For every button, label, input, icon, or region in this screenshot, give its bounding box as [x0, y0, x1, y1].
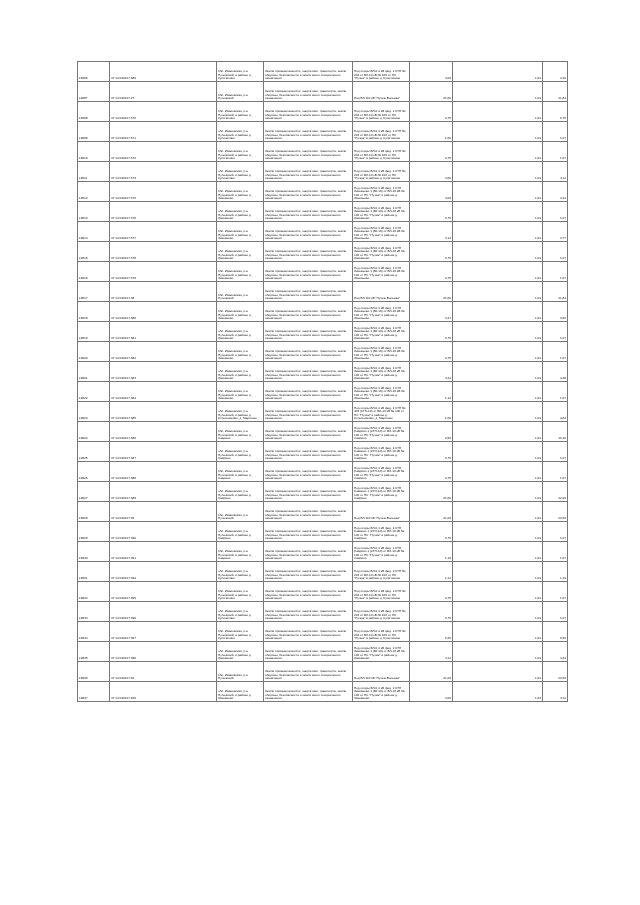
cell-area: 0,75	[410, 602, 453, 622]
cell-area: 3,47	[410, 302, 453, 322]
cell-no: 19627	[78, 482, 110, 502]
cell-category: Земли промышленности, энергетики, транспорта, земли обороны, безопасности и земли иного специального назначения	[264, 562, 353, 582]
cell-no: 19620	[78, 342, 110, 362]
cell-category: Земли промышленности, энергетики, транспорта, земли обороны, безопасности и земли иного специального назначения	[264, 222, 353, 242]
cell-value: 1,19	[543, 562, 568, 582]
cell-area: 0,75	[410, 522, 453, 542]
cell-object: Под опоры ВЛ-0,4 кВ фид. 2 КТП № 203 от ВЛ-10 кВ № 100 от ПС "Пучеж" в районе д. Куличихино	[353, 582, 410, 602]
cell-object: Под опоры ВЛ-0,4 кВ фид. 2 КТП Зиновьево 1 (80-10) от ВЛ-10 кВ № 100 от ПС "Пучеж" в районе д. Зиновьево	[353, 642, 410, 662]
cell-rate: 1,04	[453, 242, 543, 262]
cell-address: обл. Ивановская, р-н Пучежский, в районе д. Саврино	[217, 542, 264, 562]
cell-cadastral: 37:14:040417:396	[110, 602, 217, 622]
cell-object: Под опоры ВЛ-0,4 кВ фид. 1 КТП Саврино 1 (КТП-10) от ВЛ-10 кВ № 100 от ПС "Пучеж" в районе д. Саврино	[353, 462, 410, 482]
cell-no: 19637	[78, 682, 110, 702]
cell-category: Земли промышленности, энергетики, транспорта, земли обороны, безопасности и земли иного специального назначения	[264, 62, 353, 82]
cell-area: 0,75	[410, 262, 453, 282]
cell-cadastral: 37:14:040417:394	[110, 562, 217, 582]
table-row	[78, 482, 568, 502]
table-row	[78, 342, 568, 362]
table-row	[78, 222, 568, 242]
cell-area: 0,75	[410, 142, 453, 162]
cell-value: 1,07	[543, 202, 568, 222]
cell-rate: 1,04	[453, 582, 543, 602]
cell-cadastral: 37:14:040417:387	[110, 442, 217, 462]
cell-object: Под опоры ВЛ-0,4 кВ фид. 1 КТП № 203 от ВЛ-10 кВ № 100 от ПС "Пучеж" в районе д. Куличихино	[353, 62, 410, 82]
cell-cadastral: 37:14:040417:395	[110, 582, 217, 602]
cell-address: обл. Ивановская, р-н Пучежский, в районе д. Зиновьево	[217, 642, 264, 662]
cell-area: 1,10	[410, 542, 453, 562]
table-body	[78, 62, 568, 702]
cell-cadastral: 37:14:040417:377	[110, 222, 217, 242]
cell-no: 19630	[78, 542, 110, 562]
cell-object: Под опоры ВЛ-0,4 кВ фид. 2 КТП № 203 от ВЛ-10 кВ № 100 от ПС "Пучеж" в районе д. Куличихино	[353, 562, 410, 582]
cell-rate: 1,04	[453, 302, 543, 322]
cell-object: Под опоры ВЛ-0,4 кВ фид. 1 КТП Зиновьево 1 (80-10) от ВЛ-10 кВ № 100 от ПС "Пучеж" в районе д. Зиновьево	[353, 182, 410, 202]
cell-cadastral: 37:14:040417:379	[110, 262, 217, 282]
cell-rate: 1,04	[453, 62, 543, 82]
cell-value: 1,07	[543, 582, 568, 602]
cell-rate: 1,04	[453, 162, 543, 182]
table-row	[78, 422, 568, 442]
cell-value: 1,07	[543, 262, 568, 282]
cell-cadastral: 37:14:040417:397	[110, 622, 217, 642]
cell-rate: 1,04	[453, 422, 543, 442]
cell-rate: 1,04	[453, 442, 543, 462]
cell-no: 19613	[78, 202, 110, 222]
cell-value: 0,78	[543, 102, 568, 122]
cell-rate: 1,04	[453, 682, 543, 702]
cell-no: 19612	[78, 182, 110, 202]
cell-cadastral: 37:14:040417:388	[110, 462, 217, 482]
cell-category: Земли промышленности, энергетики, транспорта, земли обороны, безопасности и земли иного специального назначения	[264, 682, 353, 702]
cell-area: 3,24	[410, 362, 453, 382]
table-row	[78, 282, 568, 302]
cell-rate: 1,04	[453, 602, 543, 622]
cell-address: обл. Ивановская, р-н Пучежский, в районе д. Зиновьево	[217, 382, 264, 402]
cell-object: Под опоры ВЛ-0,4 кВ фид. 1 КТП Саврино 1 (КТП-10) от ВЛ-10 кВ № 100 от ПС "Пучеж" в районе д. Саврино	[353, 442, 410, 462]
cell-cadastral: 37:14:040417:376	[110, 202, 217, 222]
table-row	[78, 242, 568, 262]
cell-rate: 1,04	[453, 622, 543, 642]
cell-category: Земли промышленности, энергетики, транспорта, земли обороны, безопасности и земли иного специального назначения	[264, 282, 353, 302]
cell-rate: 1,04	[453, 642, 543, 662]
cell-category: Земли промышленности, энергетики, транспорта, земли обороны, безопасности и земли иного специального назначения	[264, 662, 353, 682]
cell-value: 1,07	[543, 142, 568, 162]
cell-value: 3,11	[543, 682, 568, 702]
cell-category: Земли промышленности, энергетики, транспорта, земли обороны, безопасности и земли иного специального назначения	[264, 402, 353, 422]
table-row	[78, 102, 568, 122]
cell-category: Земли промышленности, энергетики, транспорта, земли обороны, безопасности и земли иного специального назначения	[264, 502, 353, 522]
cell-category: Земли промышленности, энергетики, транспорта, земли обороны, безопасности и земли иного специального назначения	[264, 602, 353, 622]
cell-no: 19626	[78, 462, 110, 482]
cell-no: 19622	[78, 382, 110, 402]
cell-value: 10,10	[543, 422, 568, 442]
cell-area: 0,75	[410, 462, 453, 482]
cell-cadastral: 37:14:040417:390	[110, 522, 217, 542]
cell-cadastral: 37:14:040417:391	[110, 542, 217, 562]
cell-address: обл. Ивановская, р-н Пучежский	[217, 82, 264, 102]
cell-cadastral: 37:14:040417:382	[110, 342, 217, 362]
cell-object: Под опоры ВЛ-0,4 кВ фид. 1 КТП Зиновьево 1 (80-10) от ВЛ-10 кВ № 100 от ПС "Пучеж" в районе д. Зиновьево	[353, 222, 410, 242]
cell-rate: 1,04	[453, 282, 543, 302]
cell-category: Земли промышленности, энергетики, транспорта, земли обороны, безопасности и земли иного специального назначения	[264, 342, 353, 362]
cell-address: обл. Ивановская, р-н Пучежский	[217, 282, 264, 302]
cell-no: 19624	[78, 422, 110, 442]
cell-address: обл. Ивановская, р-н Пучежский, в районе д. Саврино	[217, 442, 264, 462]
table-row	[78, 522, 568, 542]
cell-value: 22,09	[543, 662, 568, 682]
cell-cadastral: 37:14:040417:386	[110, 422, 217, 442]
cell-address: обл. Ивановская, р-н Пучежский, в районе д. Саврино	[217, 422, 264, 442]
cell-address: обл. Ивановская, р-н Пучежский, в районе д. Саврино	[217, 482, 264, 502]
table-row	[78, 322, 568, 342]
cell-value: 4,44	[543, 182, 568, 202]
cell-no: 19611	[78, 162, 110, 182]
cell-value: 1,07	[543, 242, 568, 262]
cell-object: Под опоры ВЛ-0,4 кВ фид. 1 КТП Зиновьево 1 (80-10) от ВЛ-10 кВ № 100 от ПС "Пучеж" в районе д. Зиновьево	[353, 362, 410, 382]
table-row	[78, 182, 568, 202]
cell-object: Под опоры ВЛ-0,4 кВ фид. 1 КТП № 203 от ВЛ-10 кВ № 100 от ПС "Пучеж" в районе д. Куличихино	[353, 122, 410, 142]
table-row	[78, 602, 568, 622]
cell-rate: 1,04	[453, 382, 543, 402]
cell-value: 22,09	[543, 502, 568, 522]
cell-category: Земли промышленности, энергетики, транспорта, земли обороны, безопасности и земли иного специального назначения	[264, 82, 353, 102]
cell-rate: 1,04	[453, 362, 543, 382]
cell-value: 22,09	[543, 482, 568, 502]
cell-category: Земли промышленности, энергетики, транспорта, земли обороны, безопасности и земли иного специального назначения	[264, 182, 353, 202]
cell-value: 3,77	[543, 222, 568, 242]
cell-value: 4,48	[543, 362, 568, 382]
cell-area: 0,75	[410, 582, 453, 602]
cell-cadastral: 37:14:040417:370	[110, 102, 217, 122]
cell-address: обл. Ивановская, р-н Пучежский, в районе д. Зиновьево	[217, 322, 264, 342]
table-row	[78, 62, 568, 82]
table-row	[78, 162, 568, 182]
table-row	[78, 502, 568, 522]
cell-object: Под опоры ВЛ-0,4 кВ фид. 2 КТП № 203 от ВЛ-10 кВ № 100 от ПС "Пучеж" в районе д. Куличихино	[353, 602, 410, 622]
cell-value: 4,34	[543, 642, 568, 662]
table-row	[78, 542, 568, 562]
cell-value: 4,16	[543, 62, 568, 82]
cell-no: 19635	[78, 642, 110, 662]
cell-cadastral: 37:14:040417:40	[110, 662, 217, 682]
table-row	[78, 562, 568, 582]
cell-object: Под опоры ВЛ-0,4 кВ фид. 2 КТП № 203 от ВЛ-10 кВ № 100 от ПС "Пучеж" в районе д. Куличихино	[353, 622, 410, 642]
cell-no: 19087	[78, 82, 110, 102]
table-row	[78, 122, 568, 142]
cell-category: Земли промышленности, энергетики, транспорта, земли обороны, безопасности и земли иного специального назначения	[264, 482, 353, 502]
cell-value: 21,84	[543, 282, 568, 302]
cell-value: 6,50	[543, 622, 568, 642]
cell-rate: 1,04	[453, 522, 543, 542]
cell-object: Под опоры ВЛ-0,4 кВ фид. 1 КТП № 203 от ВЛ-10 кВ № 100 от ПС "Пучеж" в районе д. Куличихино	[353, 142, 410, 162]
cell-cadastral: 37:14:040417:373	[110, 162, 217, 182]
cell-rate: 1,04	[453, 402, 543, 422]
cell-rate: 1,04	[453, 122, 543, 142]
cell-no: 19086	[78, 62, 110, 82]
cell-object: Под опоры ВЛ-0,4 кВ фид. 1 КТП Зиновьево 1 (80-10) от ВЛ-10 кВ № 100 от ПС "Пучеж" в районе д. Зиновьево	[353, 202, 410, 222]
cell-object: Под ВЛ 110 кВ "Пучеж-Вольная"	[353, 502, 410, 522]
cell-object: Под опоры ВЛ-0,4 кВ фид. 1 КТП Саврино 1 (КТП-10) от ВЛ-10 кВ № 100 от ПС "Пучеж" в районе д. Саврино	[353, 542, 410, 562]
cell-area: 0,75	[410, 202, 453, 222]
cell-cadastral: 37:14:040417:372	[110, 142, 217, 162]
cell-no: 19636	[78, 662, 110, 682]
cell-no: 19619	[78, 322, 110, 342]
cell-area: 0,75	[410, 342, 453, 362]
cell-object: Под опоры ВЛ-0,4 кВ фид. 1 КТП № 203 от ВЛ-10 кВ № 100 от ПС "Пучеж" в районе д. Куличихино	[353, 162, 410, 182]
cell-object: Под опоры ВЛ-0,4 кВ фид. 1 КТП Зиновьево 1 (80-10) от ВЛ-10 кВ № 100 от ПС "Пучеж" в районе д. Зиновьево	[353, 322, 410, 342]
cell-no: 19621	[78, 362, 110, 382]
cell-cadastral: 37:14:040417:38	[110, 282, 217, 302]
cell-no: 19632	[78, 582, 110, 602]
table-row	[78, 262, 568, 282]
cell-value: 1,07	[543, 442, 568, 462]
cell-area: 2,50	[410, 422, 453, 442]
cell-address: обл. Ивановская, р-н Пучежский, в районе д. Куличихино	[217, 562, 264, 582]
cell-area: 1,14	[410, 562, 453, 582]
cell-category: Земли промышленности, энергетики, транспорта, земли обороны, безопасности и земли иного специального назначения	[264, 542, 353, 562]
cell-rate: 1,04	[453, 482, 543, 502]
cell-cadastral: 37:14:040417:389	[110, 482, 217, 502]
cell-no: 19625	[78, 442, 110, 462]
cell-category: Земли промышленности, энергетики, транспорта, земли обороны, безопасности и земли иного специального назначения	[264, 302, 353, 322]
cell-category: Земли промышленности, энергетики, транспорта, земли обороны, безопасности и земли иного специального назначения	[264, 202, 353, 222]
cell-address: обл. Ивановская, р-н Пучежский, в районе д. Зиновьево	[217, 342, 264, 362]
cell-address: обл. Ивановская, р-н Пучежский, в районе д. Зиновьево	[217, 242, 264, 262]
land-register-table	[77, 61, 568, 702]
cell-rate: 1,04	[453, 662, 543, 682]
table-row	[78, 202, 568, 222]
cell-value: 3,11	[543, 162, 568, 182]
cell-category: Земли промышленности, энергетики, транспорта, земли обороны, безопасности и земли иного специального назначения	[264, 322, 353, 342]
cell-address: обл. Ивановская, р-н Пучежский	[217, 502, 264, 522]
cell-cadastral: 37:14:040417:381	[110, 322, 217, 342]
cell-address: обл. Ивановская, р-н Пучежский, в районе д. Саврино	[217, 522, 264, 542]
cell-value: 1,07	[543, 322, 568, 342]
cell-cadastral: 37:14:040417:398	[110, 642, 217, 662]
cell-no: 19617	[78, 282, 110, 302]
cell-no: 19614	[78, 222, 110, 242]
cell-area: 4,14	[410, 642, 453, 662]
cell-object: Под опоры ВЛ-0,4 кВ фид. 1 КТП № 203 от ВЛ-10 кВ № 100 от ПС "Пучеж" в районе д. Куличихино	[353, 102, 410, 122]
cell-area: 0,75	[410, 322, 453, 342]
cell-address: обл. Ивановская, р-н Пучежский	[217, 662, 264, 682]
cell-cadastral: 37:14:040417:380	[110, 302, 217, 322]
register-sheet	[77, 61, 567, 702]
cell-area: 3,14	[410, 222, 453, 242]
cell-area: 21,00	[410, 502, 453, 522]
cell-rate: 1,04	[453, 462, 543, 482]
cell-address: обл. Ивановская, р-н Пучежский, в районе д. Зиновьево	[217, 182, 264, 202]
table-row	[78, 142, 568, 162]
cell-address: обл. Ивановская, р-н Пучежский, в районе д. Куличихино	[217, 582, 264, 602]
cell-rate: 1,04	[453, 82, 543, 102]
table-row	[78, 402, 568, 422]
cell-area: 1,00	[410, 122, 453, 142]
cell-address: обл. Ивановская, р-н Пучежский, в районе д. Зиновьево	[217, 362, 264, 382]
cell-value: 1,07	[543, 542, 568, 562]
cell-cadastral: 37:14:040417:27	[110, 82, 217, 102]
cell-category: Земли промышленности, энергетики, транспорта, земли обороны, безопасности и земли иного специального назначения	[264, 382, 353, 402]
cell-address: обл. Ивановская, р-н Пучежский, в районе д. Куличихино	[217, 62, 264, 82]
cell-no: 19615	[78, 242, 110, 262]
cell-address: обл. Ивановская, р-н Пучежский, в районе д. Саврино	[217, 462, 264, 482]
cell-object: Под опоры ВЛ-0,4 кВ фид. 1 КТП Зиновьево 1 (80-10) от ВЛ-10 кВ № 100 от ПС "Пучеж" в районе д. Зиновьево	[353, 382, 410, 402]
cell-rate: 1,04	[453, 262, 543, 282]
cell-no: 19628	[78, 502, 110, 522]
cell-object: Под опоры ВЛ-0,4 кВ фид. 2 КТП Зиновьево 1 (80-10) от ВЛ-10 кВ № 100 от ПС "Пучеж" в районе д. Зиновьево	[353, 682, 410, 702]
cell-area: 4,00	[410, 182, 453, 202]
cell-cadastral: 37:14:040417:39	[110, 502, 217, 522]
cell-object: Под опоры ВЛ-0,4 кВ фид. 1 КТП Саврино 1 (КТП-10) от ВЛ-10 кВ № 100 от ПС "Пучеж" в районе д. Саврино	[353, 522, 410, 542]
cell-rate: 1,04	[453, 502, 543, 522]
cell-category: Земли промышленности, энергетики, транспорта, земли обороны, безопасности и земли иного специального назначения	[264, 162, 353, 182]
cell-no: 19634	[78, 622, 110, 642]
cell-no: 19089	[78, 122, 110, 142]
table-row	[78, 362, 568, 382]
cell-object: Под опоры ВЛ-0,4 кВ фид. 1 КТП Зиновьево 1 (80-10) от ВЛ-10 кВ № 100 от ПС "Пучеж" в районе д. Зиновьево	[353, 302, 410, 322]
cell-area: 21,00	[410, 282, 453, 302]
cell-object: Под ВЛ 110 кВ "Пучеж-Вольная"	[353, 82, 410, 102]
cell-area: 21,00	[410, 662, 453, 682]
cell-value: 1,07	[543, 382, 568, 402]
cell-cadastral: 37:14:040417:383	[110, 362, 217, 382]
cell-category: Земли промышленности, энергетики, транспорта, земли обороны, безопасности и земли иного специального назначения	[264, 522, 353, 542]
cell-value: 1,07	[543, 122, 568, 142]
cell-category: Земли промышленности, энергетики, транспорта, земли обороны, безопасности и земли иного специального назначения	[264, 582, 353, 602]
cell-address: обл. Ивановская, р-н Пучежский, в районе д. Зиновьево	[217, 302, 264, 322]
cell-category: Земли промышленности, энергетики, транспорта, земли обороны, безопасности и земли иного специального назначения	[264, 102, 353, 122]
cell-object: Под опоры ВЛ-0,4 кВ фид. 1 КТП Зиновьево 1 (80-10) от ВЛ-10 кВ № 100 от ПС "Пучеж" в районе д. Зиновьево	[353, 242, 410, 262]
cell-category: Земли промышленности, энергетики, транспорта, земли обороны, безопасности и земли иного специального назначения	[264, 242, 353, 262]
cell-area: 3,00	[410, 162, 453, 182]
cell-value: 1,07	[543, 602, 568, 622]
cell-category: Земли промышленности, энергетики, транспорта, земли обороны, безопасности и земли иного специального назначения	[264, 362, 353, 382]
cell-area: 3,00	[410, 682, 453, 702]
cell-area: 0,75	[410, 442, 453, 462]
cell-category: Земли промышленности, энергетики, транспорта, земли обороны, безопасности и земли иного специального назначения	[264, 122, 353, 142]
table-row	[78, 302, 568, 322]
cell-area: 0,75	[410, 242, 453, 262]
cell-no: 19088	[78, 102, 110, 122]
cell-address: обл. Ивановская, р-н Пучежский, в районе д. Куличихино	[217, 622, 264, 642]
cell-no: 19616	[78, 262, 110, 282]
cell-category: Земли промышленности, энергетики, транспорта, земли обороны, безопасности и земли иного специального назначения	[264, 642, 353, 662]
cell-object: Под опоры ВЛ-0,4 кВ фид. 1 КТП Зиновьево 1 (80-10) от ВЛ-10 кВ № 100 от ПС "Пучеж" в районе д. Зиновьево	[353, 262, 410, 282]
cell-area: 0,75	[410, 102, 453, 122]
cell-rate: 1,04	[453, 342, 543, 362]
cell-rate: 1,04	[453, 202, 543, 222]
table-row	[78, 682, 568, 702]
cell-address: обл. Ивановская, р-н Пучежский, в районе д. Куличихино	[217, 122, 264, 142]
cell-rate: 1,04	[453, 542, 543, 562]
cell-object: Под опоры ВЛ-0,4 кВ фид. 1 КТП № 403 (КТП-10) от ВЛ-10 кВ № 100 от ПС "Пучеж" в районе д. Котельниково, д. Мартюшк	[353, 402, 410, 422]
cell-value: 1,07	[543, 342, 568, 362]
table-row	[78, 462, 568, 482]
cell-object: Под опоры ВЛ-0,4 кВ фид. 1 КТП Саврино 1 (КТП-10) от ВЛ-10 кВ № 100 от ПС "Пучеж" в районе д. Саврино	[353, 422, 410, 442]
table-row	[78, 642, 568, 662]
cell-rate: 1,04	[453, 102, 543, 122]
cell-address: обл. Ивановская, р-н Пучежский, в районе д. Зиновьево	[217, 262, 264, 282]
cell-cadastral: 37:14:040417:389	[110, 62, 217, 82]
cell-area: 1,12	[410, 382, 453, 402]
cell-category: Земли промышленности, энергетики, транспорта, земли обороны, безопасности и земли иного специального назначения	[264, 462, 353, 482]
table-row	[78, 442, 568, 462]
cell-rate: 1,04	[453, 322, 543, 342]
cell-cadastral: 37:14:040417:375	[110, 182, 217, 202]
cell-object: Под опоры ВЛ-0,4 кВ фид. 1 КТП Зиновьево 1 (80-10) от ВЛ-10 кВ № 100 от ПС "Пучеж" в районе д. Зиновьево	[353, 342, 410, 362]
cell-no: 19631	[78, 562, 110, 582]
cell-address: обл. Ивановская, р-н Пучежский, в районе д. Куличихино	[217, 102, 264, 122]
cell-area: 21,00	[410, 82, 453, 102]
cell-address: обл. Ивановская, р-н Пучежский, в районе д. Куличихино	[217, 142, 264, 162]
table-row	[78, 662, 568, 682]
table-row	[78, 82, 568, 102]
cell-no: 19610	[78, 142, 110, 162]
cell-value: 1,07	[543, 522, 568, 542]
cell-address: обл. Ивановская, р-н Пучежский, в районе д. Куличихино	[217, 162, 264, 182]
cell-value: 21,84	[543, 82, 568, 102]
cell-no: 19623	[78, 402, 110, 422]
cell-category: Земли промышленности, энергетики, транспорта, земли обороны, безопасности и земли иного специального назначения	[264, 442, 353, 462]
cell-value: 1,07	[543, 462, 568, 482]
cell-area: 4,00	[410, 62, 453, 82]
cell-object: Под ВЛ 110 кВ "Пучеж-Вольная"	[353, 282, 410, 302]
cell-rate: 1,04	[453, 142, 543, 162]
cell-value: 3,60	[543, 302, 568, 322]
cell-address: обл. Ивановская, р-н Пучежский, в районе д. Котельниково, д. Мартюшк	[217, 402, 264, 422]
cell-area: 1,06	[410, 402, 453, 422]
cell-category: Земли промышленности, энергетики, транспорта, земли обороны, безопасности и земли иного специального назначения	[264, 622, 353, 642]
cell-rate: 1,04	[453, 222, 543, 242]
cell-address: обл. Ивановская, р-н Пучежский, в районе д. Зиновьево	[217, 222, 264, 242]
cell-object: Под опоры ВЛ-0,4 кВ фид. 1 КТП Саврино 1 (КТП-10) от ВЛ-10 кВ № 100 от ПС "Пучеж" в районе д. Саврино	[353, 482, 410, 502]
cell-value: 4,84	[543, 402, 568, 422]
cell-address: обл. Ивановская, р-н Пучежский, в районе д. Зиновьево	[217, 682, 264, 702]
table-row	[78, 622, 568, 642]
cell-cadastral: 37:14:040417:400	[110, 682, 217, 702]
cell-object: Под ВЛ 110 кВ "Пучеж-Вольная"	[353, 662, 410, 682]
cell-no: 19618	[78, 302, 110, 322]
cell-area: 21,00	[410, 482, 453, 502]
cell-rate: 1,04	[453, 182, 543, 202]
cell-address: обл. Ивановская, р-н Пучежский, в районе д. Зиновьево	[217, 202, 264, 222]
cell-cadastral: 37:14:040417:371	[110, 122, 217, 142]
cell-address: обл. Ивановская, р-н Пучежский, в районе д. Куличихино	[217, 602, 264, 622]
cell-cadastral: 37:14:040417:378	[110, 242, 217, 262]
cell-no: 19629	[78, 522, 110, 542]
cell-rate: 1,04	[453, 562, 543, 582]
cell-cadastral: 37:14:040417:384	[110, 382, 217, 402]
cell-category: Земли промышленности, энергетики, транспорта, земли обороны, безопасности и земли иного специального назначения	[264, 262, 353, 282]
cell-no: 19633	[78, 602, 110, 622]
cell-category: Земли промышленности, энергетики, транспорта, земли обороны, безопасности и земли иного специального назначения	[264, 142, 353, 162]
cell-category: Земли промышленности, энергетики, транспорта, земли обороны, безопасности и земли иного специального назначения	[264, 422, 353, 442]
cell-cadastral: 37:14:040417:385	[110, 402, 217, 422]
table-row	[78, 382, 568, 402]
table-row	[78, 582, 568, 602]
cell-area: 6,25	[410, 622, 453, 642]
